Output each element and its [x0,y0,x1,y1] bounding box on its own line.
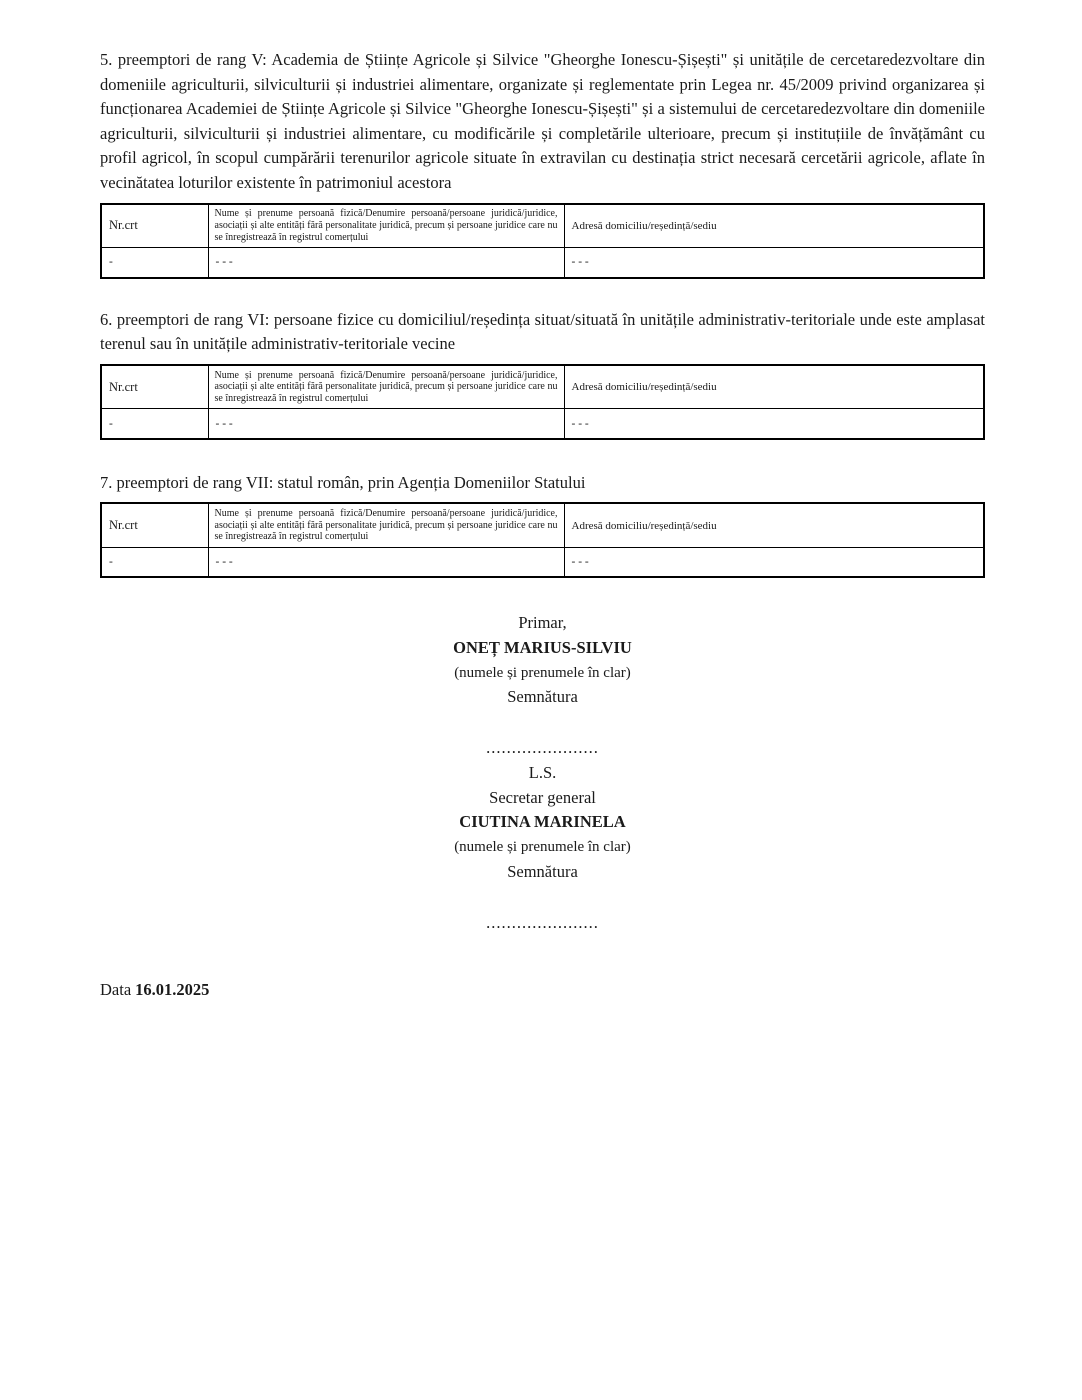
column-header-address: Adresă domiciliu/reședință/sediu [564,365,984,409]
signature-dotted-line: ...................... [486,913,599,933]
signature-block [100,611,985,936]
cell-name: - - - [208,248,564,278]
table-header-row [101,204,984,248]
column-header-address: Adresă domiciliu/reședință/sediu [564,204,984,248]
table-row [101,409,984,439]
column-header-nrcrt: Nr.crt [101,365,208,409]
signature-label: Semnătura [507,861,578,881]
secretary-title: Secretar general [489,787,596,807]
column-header-name: Nume și prenume persoană fizică/Denumire persoană/persoane juridică/juridice, asociații și alte entități fără personalitate juridică, precum și persoane juridice care nu se înregistrează în registrul comerțului [208,204,564,248]
cell-address: - - - [564,409,984,439]
preemptors-table-rang-vi [100,364,985,440]
preemptors-table-rang-vii [100,502,985,578]
section-5-paragraph: 5. preemptori de rang V: Academia de Științe Agricole și Silvice "Gheorghe Ionescu-Șișești" și unitățile de cercetaredezvoltare din domeniile agriculturii, silviculturii și industriei alimentare, organizate și reglementate prin Legea nr. 45/2009 privind organizarea și funcționarea Academiei de Științe Agricole și Silvice "Gheorghe Ionescu-Șișești" și a sistemului de cercetaredezvoltare din domeniile agriculturii, silviculturii și industriei alimentare, cu modificările și completările ulterioare, precum și instituțiile de învățământ cu profil agricol, în scopul cumpărării terenurilor agricole situate în extravilan cu destinația strict necesară cercetării agricole, aflate în vecinătatea loturilor existente în patrimoniul acestora [100,50,985,192]
name-note: (numele și prenumele în clar) [454,838,631,855]
column-header-name: Nume și prenume persoană fizică/Denumire persoană/persoane juridică/juridice, asociații și alte entități fără personalitate juridică, precum și persoane juridice care nu se înregistrează în registrul comerțului [208,365,564,409]
mayor-name: ONEȚ MARIUS-SILVIU [453,638,632,658]
cell-nrcrt: - [101,409,208,439]
cell-nrcrt: - [101,248,208,278]
column-header-address: Adresă domiciliu/reședință/sediu [564,503,984,547]
cell-address: - - - [564,248,984,278]
preemptors-table-rang-v [100,203,985,279]
table-header-row [101,365,984,409]
column-header-nrcrt: Nr.crt [101,503,208,547]
secretary-name: CIUTINA MARINELA [459,812,626,832]
mayor-title: Primar, [518,613,567,633]
date-value: 16.01.2025 [135,980,210,1000]
table-header-row [101,503,984,547]
table-row [101,248,984,278]
seal-label: L.S. [528,762,557,782]
signature-label: Semnătura [507,687,578,707]
name-note: (numele și prenumele în clar) [454,664,631,681]
section-6-paragraph: 6. preemptori de rang VI: persoane fizice cu domiciliul/reședința situat/situată în unitățile administrativ-teritoriale unde este amplasat terenul sau în unitățile administrativ-teritoriale vecine [100,309,985,354]
column-header-name: Nume și prenume persoană fizică/Denumire persoană/persoane juridică/juridice, asociații și alte entități fără personalitate juridică, precum și persoane juridice care nu se înregistrează în registrul comerțului [208,503,564,547]
cell-name: - - - [208,547,564,577]
table-row [101,547,984,577]
date-label: Data [100,980,132,1000]
cell-nrcrt: - [101,547,208,577]
column-header-nrcrt: Nr.crt [101,204,208,248]
date-line [100,978,985,1003]
signature-dotted-line: ...................... [486,738,599,758]
cell-address: - - - [564,547,984,577]
cell-name: - - - [208,409,564,439]
section-7-paragraph: 7. preemptori de rang VII: statul român, prin Agenția Domeniilor Statului [100,472,586,492]
